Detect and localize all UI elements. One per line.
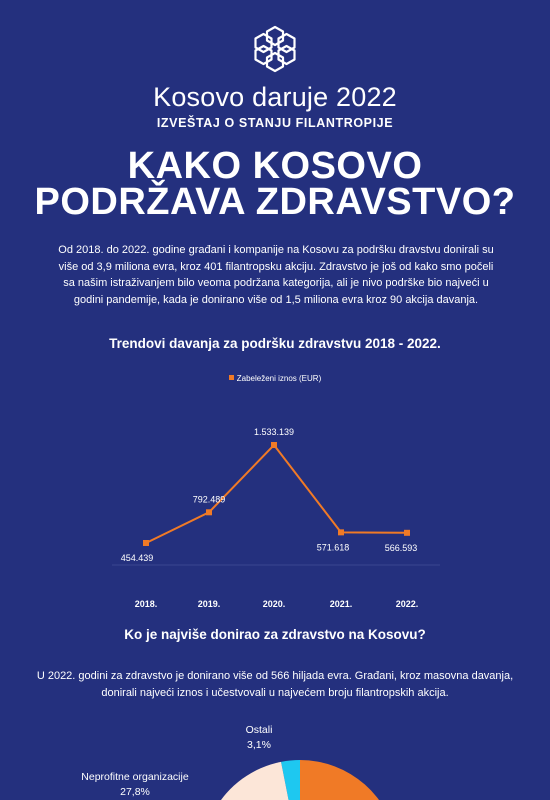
- pie-label-neprofitne-name: Neprofitne organizacije: [81, 771, 189, 783]
- headline-line-2: PODRŽAVA ZDRAVSTVO?: [34, 181, 516, 223]
- series-line: [146, 445, 407, 543]
- pie-label-neprofitne-value: 27,8%: [120, 786, 150, 798]
- data-point: [404, 530, 410, 536]
- pie-label-ostali-name: Ostali: [245, 724, 273, 736]
- data-label: 792.489: [192, 494, 226, 505]
- x-tick-label: 2020.: [262, 599, 286, 609]
- brand-title: Kosovo daruje 2022: [153, 82, 397, 112]
- pie-section-paragraph: U 2022. godini za zdravstvo je donirano više od 566 hiljada evra. Građani, kroz masovna davanja, donirali najveći iznos i učestvovali u najvećem broju filantropskih akcija.: [36, 670, 514, 699]
- data-label: 454.439: [120, 553, 154, 563]
- data-point: [143, 540, 149, 546]
- intro-paragraph: Od 2018. do 2022. godine građani i kompanije na Kosovu za podršku dravstvu donirali su više od 3,9 miliona evra, kroz 401 filantropsku akciju. Zdravstvo je još od kako smo počeli sa našim istraživanjem bilo veoma podržana kategorija, ali je nivo podrške bio najveći u godini pandemije, kada je donirano više od 1,5 miliona evra kroz 90 akcija davanja.: [58, 244, 494, 306]
- data-point: [206, 509, 212, 515]
- legend-label: Zabeleženi iznos (EUR): [236, 374, 322, 383]
- data-label: 1.533.139: [253, 427, 295, 437]
- chart-legend: [0, 374, 550, 383]
- legend-swatch: [229, 375, 234, 380]
- data-label: 571.618: [316, 542, 350, 553]
- pie-section-title: Ko je najviše donirao za zdravstvo na Kosovu?: [124, 627, 426, 642]
- line-chart: [0, 395, 550, 620]
- x-tick-label: 2022.: [395, 599, 419, 609]
- kosovo-daruje-logo-icon: [250, 24, 300, 74]
- headline: [0, 145, 550, 223]
- x-tick-label: 2021.: [329, 599, 353, 609]
- headline-line-1: KAKO KOSOVO: [127, 145, 423, 187]
- data-label: 566.593: [384, 542, 418, 553]
- data-point: [271, 442, 277, 448]
- pie-chart: [150, 748, 400, 800]
- brand-subtitle: IZVEŠTAJ O STANJU FILANTROPIJE: [156, 116, 394, 130]
- x-tick-label: 2018.: [134, 599, 158, 609]
- line-chart-title: Trendovi davanja za podršku zdravstvu 2018 - 2022.: [109, 336, 441, 351]
- data-point: [338, 529, 344, 535]
- pie-label-ostali-value: 3,1%: [247, 739, 271, 751]
- x-tick-label: 2019.: [197, 599, 221, 609]
